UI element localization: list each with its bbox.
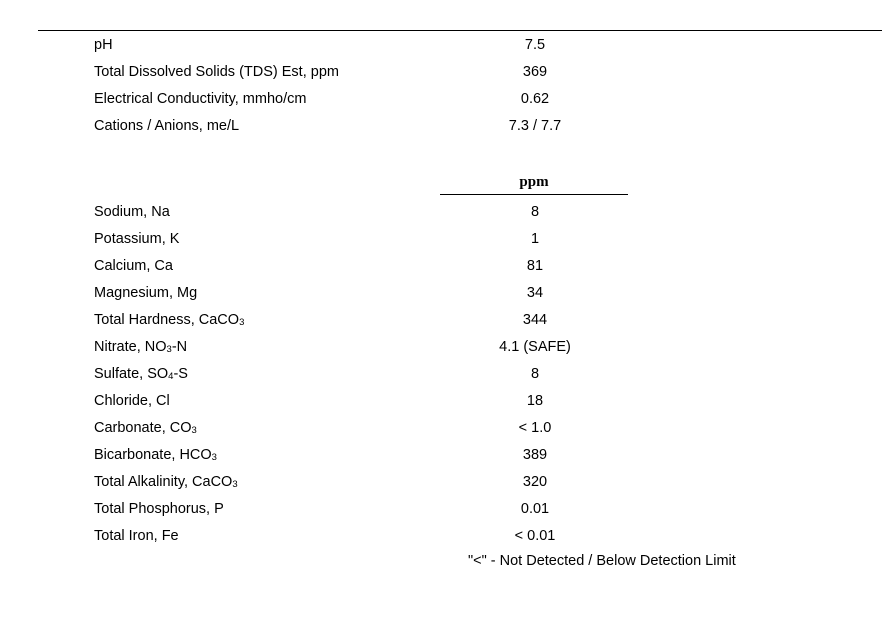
- subscript: 3: [211, 452, 217, 463]
- row-value: 389: [522, 447, 548, 463]
- table-row: [0, 497, 882, 521]
- table-row: [0, 254, 882, 278]
- table-row: [0, 60, 882, 84]
- label-text: Sulfate, SO: [94, 366, 169, 382]
- label-text: Nitrate, NO: [94, 339, 167, 355]
- row-value: 1: [530, 231, 540, 247]
- table-row: [0, 281, 882, 305]
- row-label: Total Iron, Fe: [94, 528, 179, 544]
- row-value: 369: [522, 64, 548, 80]
- table-row: [0, 33, 882, 57]
- row-label: [94, 416, 197, 443]
- row-value: 344: [522, 312, 548, 328]
- row-label: pH: [94, 37, 113, 53]
- table-row: [0, 443, 882, 467]
- row-value: 320: [522, 474, 548, 490]
- table-row: [0, 362, 882, 386]
- table-row: [0, 416, 882, 440]
- row-label: [94, 362, 188, 389]
- row-value: < 0.01: [514, 528, 556, 544]
- table-row: [0, 335, 882, 359]
- row-label: Cations / Anions, me/L: [94, 118, 240, 134]
- row-value: 34: [526, 285, 544, 301]
- row-label: Sodium, Na: [94, 204, 170, 220]
- label-suffix: -S: [173, 366, 188, 382]
- row-value: 81: [526, 258, 544, 274]
- column-header-underline: [440, 194, 628, 195]
- row-label: [94, 308, 244, 335]
- table-row: [0, 227, 882, 251]
- row-label: Potassium, K: [94, 231, 180, 247]
- label-text: Total Hardness, CaCO: [94, 312, 240, 328]
- row-label: Total Dissolved Solids (TDS) Est, ppm: [94, 64, 339, 80]
- label-suffix: -N: [171, 339, 188, 355]
- table-row: [0, 200, 882, 224]
- row-value: 0.62: [520, 91, 550, 107]
- row-value: 7.5: [524, 37, 546, 53]
- row-label: Chloride, Cl: [94, 393, 170, 409]
- table-row: [0, 114, 882, 138]
- subscript: 3: [191, 425, 197, 436]
- row-label: [94, 335, 187, 362]
- row-label: [94, 470, 238, 497]
- table-row: [0, 87, 882, 111]
- row-value: 4.1 (SAFE): [499, 339, 571, 355]
- row-label: Electrical Conductivity, mmho/cm: [94, 91, 307, 107]
- table-row: [0, 470, 882, 494]
- table-row: [0, 524, 882, 548]
- row-label: Calcium, Ca: [94, 258, 173, 274]
- row-value: 7.3 / 7.7: [508, 118, 562, 134]
- top-divider: [38, 30, 882, 31]
- label-text: Bicarbonate, HCO: [94, 447, 212, 463]
- row-value: < 1.0: [518, 420, 552, 436]
- row-value: 8: [530, 366, 540, 382]
- row-label: Magnesium, Mg: [94, 285, 198, 301]
- subscript: 3: [239, 317, 245, 328]
- row-value: 18: [526, 393, 544, 409]
- subscript: 4: [168, 371, 174, 382]
- row-value: 0.01: [520, 501, 550, 517]
- detection-limit-footnote: "<" - Not Detected / Below Detection Limit: [468, 553, 736, 569]
- table-row: [0, 308, 882, 332]
- label-text: Total Alkalinity, CaCO: [94, 474, 233, 490]
- row-label: Total Phosphorus, P: [94, 501, 224, 517]
- subscript: 3: [166, 344, 172, 355]
- row-value: 8: [530, 204, 540, 220]
- subscript: 3: [232, 479, 238, 490]
- row-label: [94, 443, 217, 470]
- label-text: Carbonate, CO: [94, 420, 192, 436]
- column-header: ppm: [519, 174, 549, 190]
- table-row: [0, 389, 882, 413]
